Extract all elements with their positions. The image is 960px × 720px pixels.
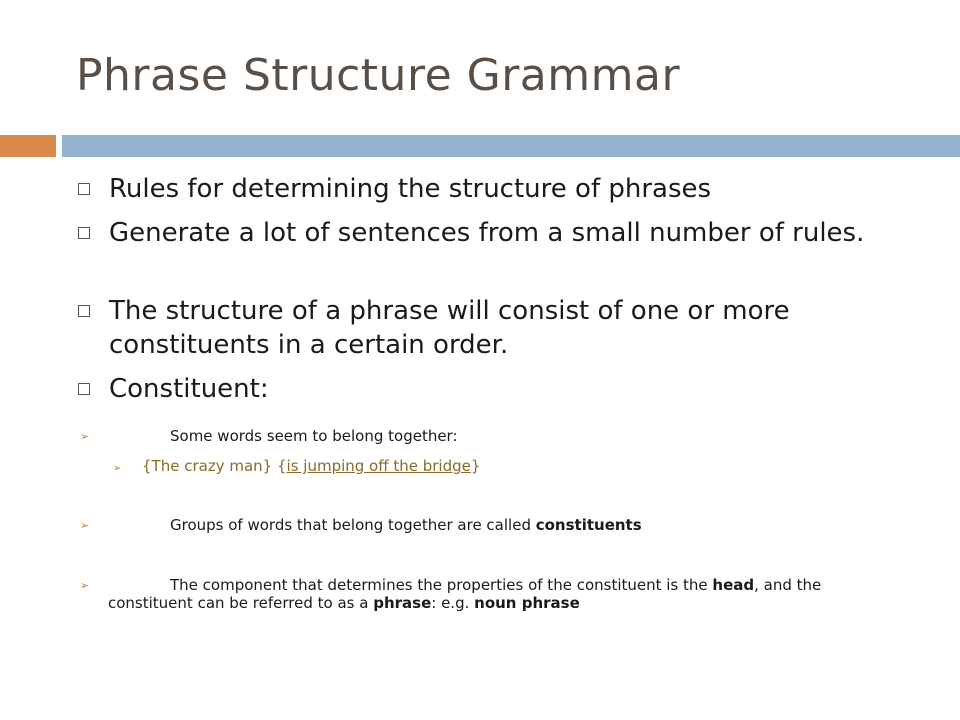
accent-bar-blue [62, 135, 960, 157]
term-noun-phrase: noun phrase [474, 594, 580, 612]
arrow-bullet-icon: ➢ [80, 579, 90, 592]
accent-bar-orange [0, 135, 56, 157]
bullet-item [78, 372, 878, 406]
example-text: {The crazy man} {is jumping off the bridge} [142, 457, 481, 475]
sub-bullet-item [80, 516, 900, 534]
example-item [113, 456, 480, 476]
bullet-text: Rules for determining the structure of phrases [109, 174, 712, 204]
square-bullet-icon [78, 383, 90, 395]
bullet-item [78, 172, 878, 206]
term-constituents: constituents [535, 516, 642, 534]
term-head: head [712, 576, 755, 594]
sub-bullet-text: Groups of words that belong together are called constituents [170, 516, 642, 534]
example-part-2: is jumping off the bridge [286, 457, 471, 475]
slide-title: Phrase Structure Grammar [76, 50, 681, 101]
sub-bullet-item [80, 427, 900, 445]
term-phrase: phrase [373, 594, 432, 612]
sub-bullet-text: Some words seem to belong together: [170, 427, 458, 445]
square-bullet-icon [78, 183, 90, 195]
bullet-text: Constituent: [109, 374, 269, 404]
bullet-item [78, 294, 878, 362]
bullet-text: The structure of a phrase will consist of one or more constituents in a certain order. [109, 296, 790, 360]
sub-bullet-item [80, 576, 900, 612]
arrow-bullet-icon: ➢ [80, 430, 90, 443]
arrow-bullet-icon: ➢ [80, 519, 90, 532]
square-bullet-icon [78, 227, 90, 239]
square-bullet-icon [78, 305, 90, 317]
sub-bullet-text: The component that determines the properties of the constituent is the head, and the constituent can be referred to as a phrase: e.g. noun phrase [108, 576, 822, 612]
bullet-text: Generate a lot of sentences from a small number of rules. [109, 218, 865, 248]
bullet-item [78, 216, 878, 250]
arrow-bullet-icon: ➢ [113, 463, 122, 474]
example-part-1: The crazy man [151, 457, 263, 475]
